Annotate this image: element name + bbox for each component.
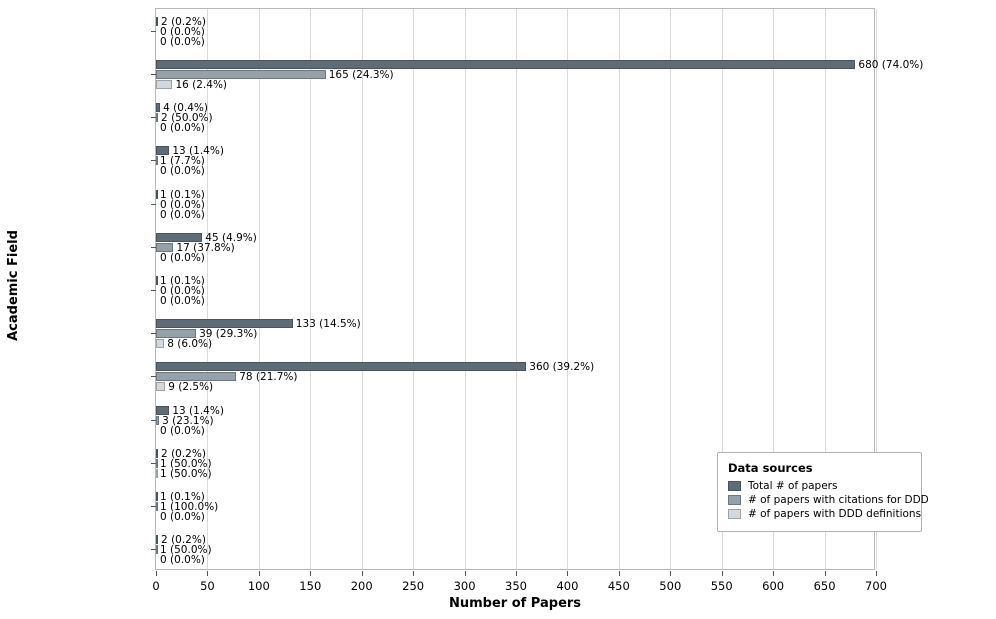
- bar-value-label: 1 (50.0%): [160, 457, 212, 470]
- x-axis-tick: [619, 571, 620, 576]
- x-axis-tick-label: 50: [200, 579, 215, 593]
- x-axis-tick: [465, 571, 466, 576]
- x-axis-tick-label: 250: [402, 579, 425, 593]
- bar-value-label: 8 (6.0%): [167, 338, 213, 351]
- bar-value-label: 3 (23.1%): [162, 414, 214, 427]
- x-axis-tick-label: 300: [453, 579, 476, 593]
- bar-value-label: 78 (21.7%): [239, 371, 298, 384]
- x-axis-tick: [722, 571, 723, 576]
- bar-value-label: 165 (24.3%): [328, 68, 394, 81]
- bar-military-series0: [156, 319, 293, 328]
- y-axis-title-text: Academic Field: [5, 229, 21, 341]
- bar-sensing-series1: [156, 416, 159, 425]
- bar-design-series0: [156, 17, 158, 26]
- x-axis-tick-label: 350: [505, 579, 527, 593]
- x-axis-title: Number of Papers: [448, 596, 582, 611]
- bar-value-label: 1 (50.0%): [160, 467, 212, 480]
- y-axis-tick: [151, 290, 156, 291]
- bar-value-label: 9 (2.5%): [168, 381, 214, 394]
- x-axis-tick: [670, 571, 671, 576]
- gridline: [516, 9, 517, 569]
- bar-value-label: 0 (0.0%): [160, 285, 205, 297]
- bar-ethics-series1: [156, 113, 158, 122]
- bar-engineering-series2: [156, 80, 172, 89]
- bar-value-label: 2 (0.2%): [161, 534, 206, 547]
- bar-value-label: 0 (0.0%): [160, 25, 205, 38]
- bar-hri-series0: [156, 233, 202, 242]
- y-axis-tick: [151, 31, 156, 32]
- bar-social-robotics-series2: [156, 469, 158, 478]
- bar-engineering-series1: [156, 70, 326, 79]
- x-axis-tick: [207, 571, 208, 576]
- bar-value-label: 0 (0.0%): [160, 511, 205, 524]
- legend-item: [728, 494, 929, 506]
- bar-value-label: 17 (37.8%): [176, 241, 235, 254]
- legend-label-definitions: # of papers with DDD definitions: [748, 508, 922, 520]
- x-axis-tick-label: 100: [247, 579, 270, 593]
- bar-value-label: 0 (0.0%): [160, 295, 205, 307]
- bar-value-label: 1 (0.1%): [160, 275, 205, 287]
- bar-robotics-series0: [156, 362, 526, 371]
- y-axis-tick: [151, 204, 156, 205]
- bar-value-label: 13 (1.4%): [172, 145, 224, 158]
- x-axis-tick-label: 200: [350, 579, 373, 593]
- bar-value-label: 0 (0.0%): [160, 554, 205, 567]
- bar-value-label: 16 (2.4%): [175, 78, 228, 91]
- legend-item: [728, 480, 911, 492]
- bar-value-label: 0 (0.0%): [160, 122, 205, 135]
- x-axis-tick-label: 0: [152, 579, 160, 593]
- bar-value-label: 4 (0.4%): [163, 102, 208, 115]
- x-axis-tick: [413, 571, 414, 576]
- x-axis-tick: [516, 571, 517, 576]
- legend-label-citations: # of papers with citations for DDD: [748, 494, 929, 506]
- bar-value-label: 0 (0.0%): [160, 35, 205, 48]
- bar-software-series0: [156, 492, 158, 501]
- bar-social-robotics-series0: [156, 449, 158, 458]
- gridline: [207, 9, 208, 569]
- bar-ethics-series0: [156, 103, 160, 112]
- bar-robotics-series1: [156, 372, 236, 381]
- bar-value-label: 39 (29.3%): [199, 328, 258, 341]
- bar-value-label: 1 (0.1%): [160, 188, 205, 201]
- x-axis-tick: [876, 571, 877, 576]
- bar-social-robotics-series1: [156, 459, 158, 468]
- bar-value-label: 133 (14.5%): [295, 318, 361, 331]
- bar-hci-series0: [156, 146, 169, 155]
- bar-hci-series1: [156, 156, 158, 165]
- bar-value-label: 0 (0.0%): [160, 424, 205, 437]
- x-axis-tick-label: 600: [762, 579, 785, 593]
- bar-military-series1: [156, 329, 196, 338]
- legend-item: [728, 508, 922, 520]
- bar-value-label: 45 (4.9%): [205, 231, 257, 244]
- bar-hri-series1: [156, 243, 173, 252]
- legend-swatch-total: [728, 481, 741, 491]
- bar-information-science-series0: [156, 276, 158, 285]
- x-axis-tick: [310, 571, 311, 576]
- x-axis-tick-label: 400: [556, 579, 579, 593]
- gridline: [567, 9, 568, 569]
- gridline: [465, 9, 466, 569]
- bar-value-label: 0 (0.0%): [160, 198, 205, 211]
- x-axis-tick: [259, 571, 260, 576]
- bar-software-series1: [156, 502, 158, 511]
- x-axis-tick-label: 550: [710, 579, 733, 593]
- bar-sts-series1: [156, 545, 158, 554]
- bar-value-label: 2 (50.0%): [161, 112, 213, 125]
- x-axis-tick: [156, 571, 157, 576]
- gridline: [670, 9, 671, 569]
- bar-military-series2: [156, 339, 164, 348]
- bar-value-label: 2 (0.2%): [161, 15, 206, 28]
- x-axis-tick-label: 500: [659, 579, 682, 593]
- bar-sensing-series0: [156, 406, 169, 415]
- bar-value-label: 0 (0.0%): [160, 208, 205, 221]
- bar-sts-series0: [156, 535, 158, 544]
- bar-value-label: 1 (50.0%): [160, 544, 212, 557]
- gridline: [413, 9, 414, 569]
- bar-value-label: 2 (0.2%): [161, 447, 206, 460]
- bar-value-label: 1 (7.7%): [160, 155, 205, 168]
- x-axis-tick: [773, 571, 774, 576]
- gridline: [362, 9, 363, 569]
- x-axis-tick: [362, 571, 363, 576]
- gridline: [310, 9, 311, 569]
- gridline: [259, 9, 260, 569]
- chart-legend: [717, 452, 929, 532]
- bar-value-label: 0 (0.0%): [160, 251, 205, 264]
- x-axis-tick-label: 650: [813, 579, 836, 593]
- bar-value-label: 13 (1.4%): [172, 404, 224, 417]
- bar-healthcare-series0: [156, 190, 158, 199]
- bar-engineering-series0: [156, 60, 855, 69]
- y-axis-title: [2, 0, 24, 570]
- bar-value-label: 1 (0.1%): [160, 491, 205, 504]
- legend-title: Data sources: [728, 461, 813, 475]
- legend-label-total: Total # of papers: [748, 480, 838, 492]
- bar-value-label: 1 (100.0%): [160, 501, 219, 514]
- bar-value-label: 680 (74.0%): [858, 58, 924, 71]
- bar-robotics-series2: [156, 382, 165, 391]
- legend-swatch-citations: [728, 495, 741, 505]
- legend-swatch-definitions: [728, 509, 741, 519]
- x-axis-tick: [567, 571, 568, 576]
- x-axis-tick-label: 450: [607, 579, 630, 593]
- x-axis-tick: [825, 571, 826, 576]
- x-axis-tick-label: 700: [865, 579, 887, 593]
- bar-value-label: 360 (39.2%): [529, 361, 595, 374]
- bar-value-label: 0 (0.0%): [160, 165, 205, 178]
- gridline: [619, 9, 620, 569]
- x-axis-tick-label: 150: [299, 579, 322, 593]
